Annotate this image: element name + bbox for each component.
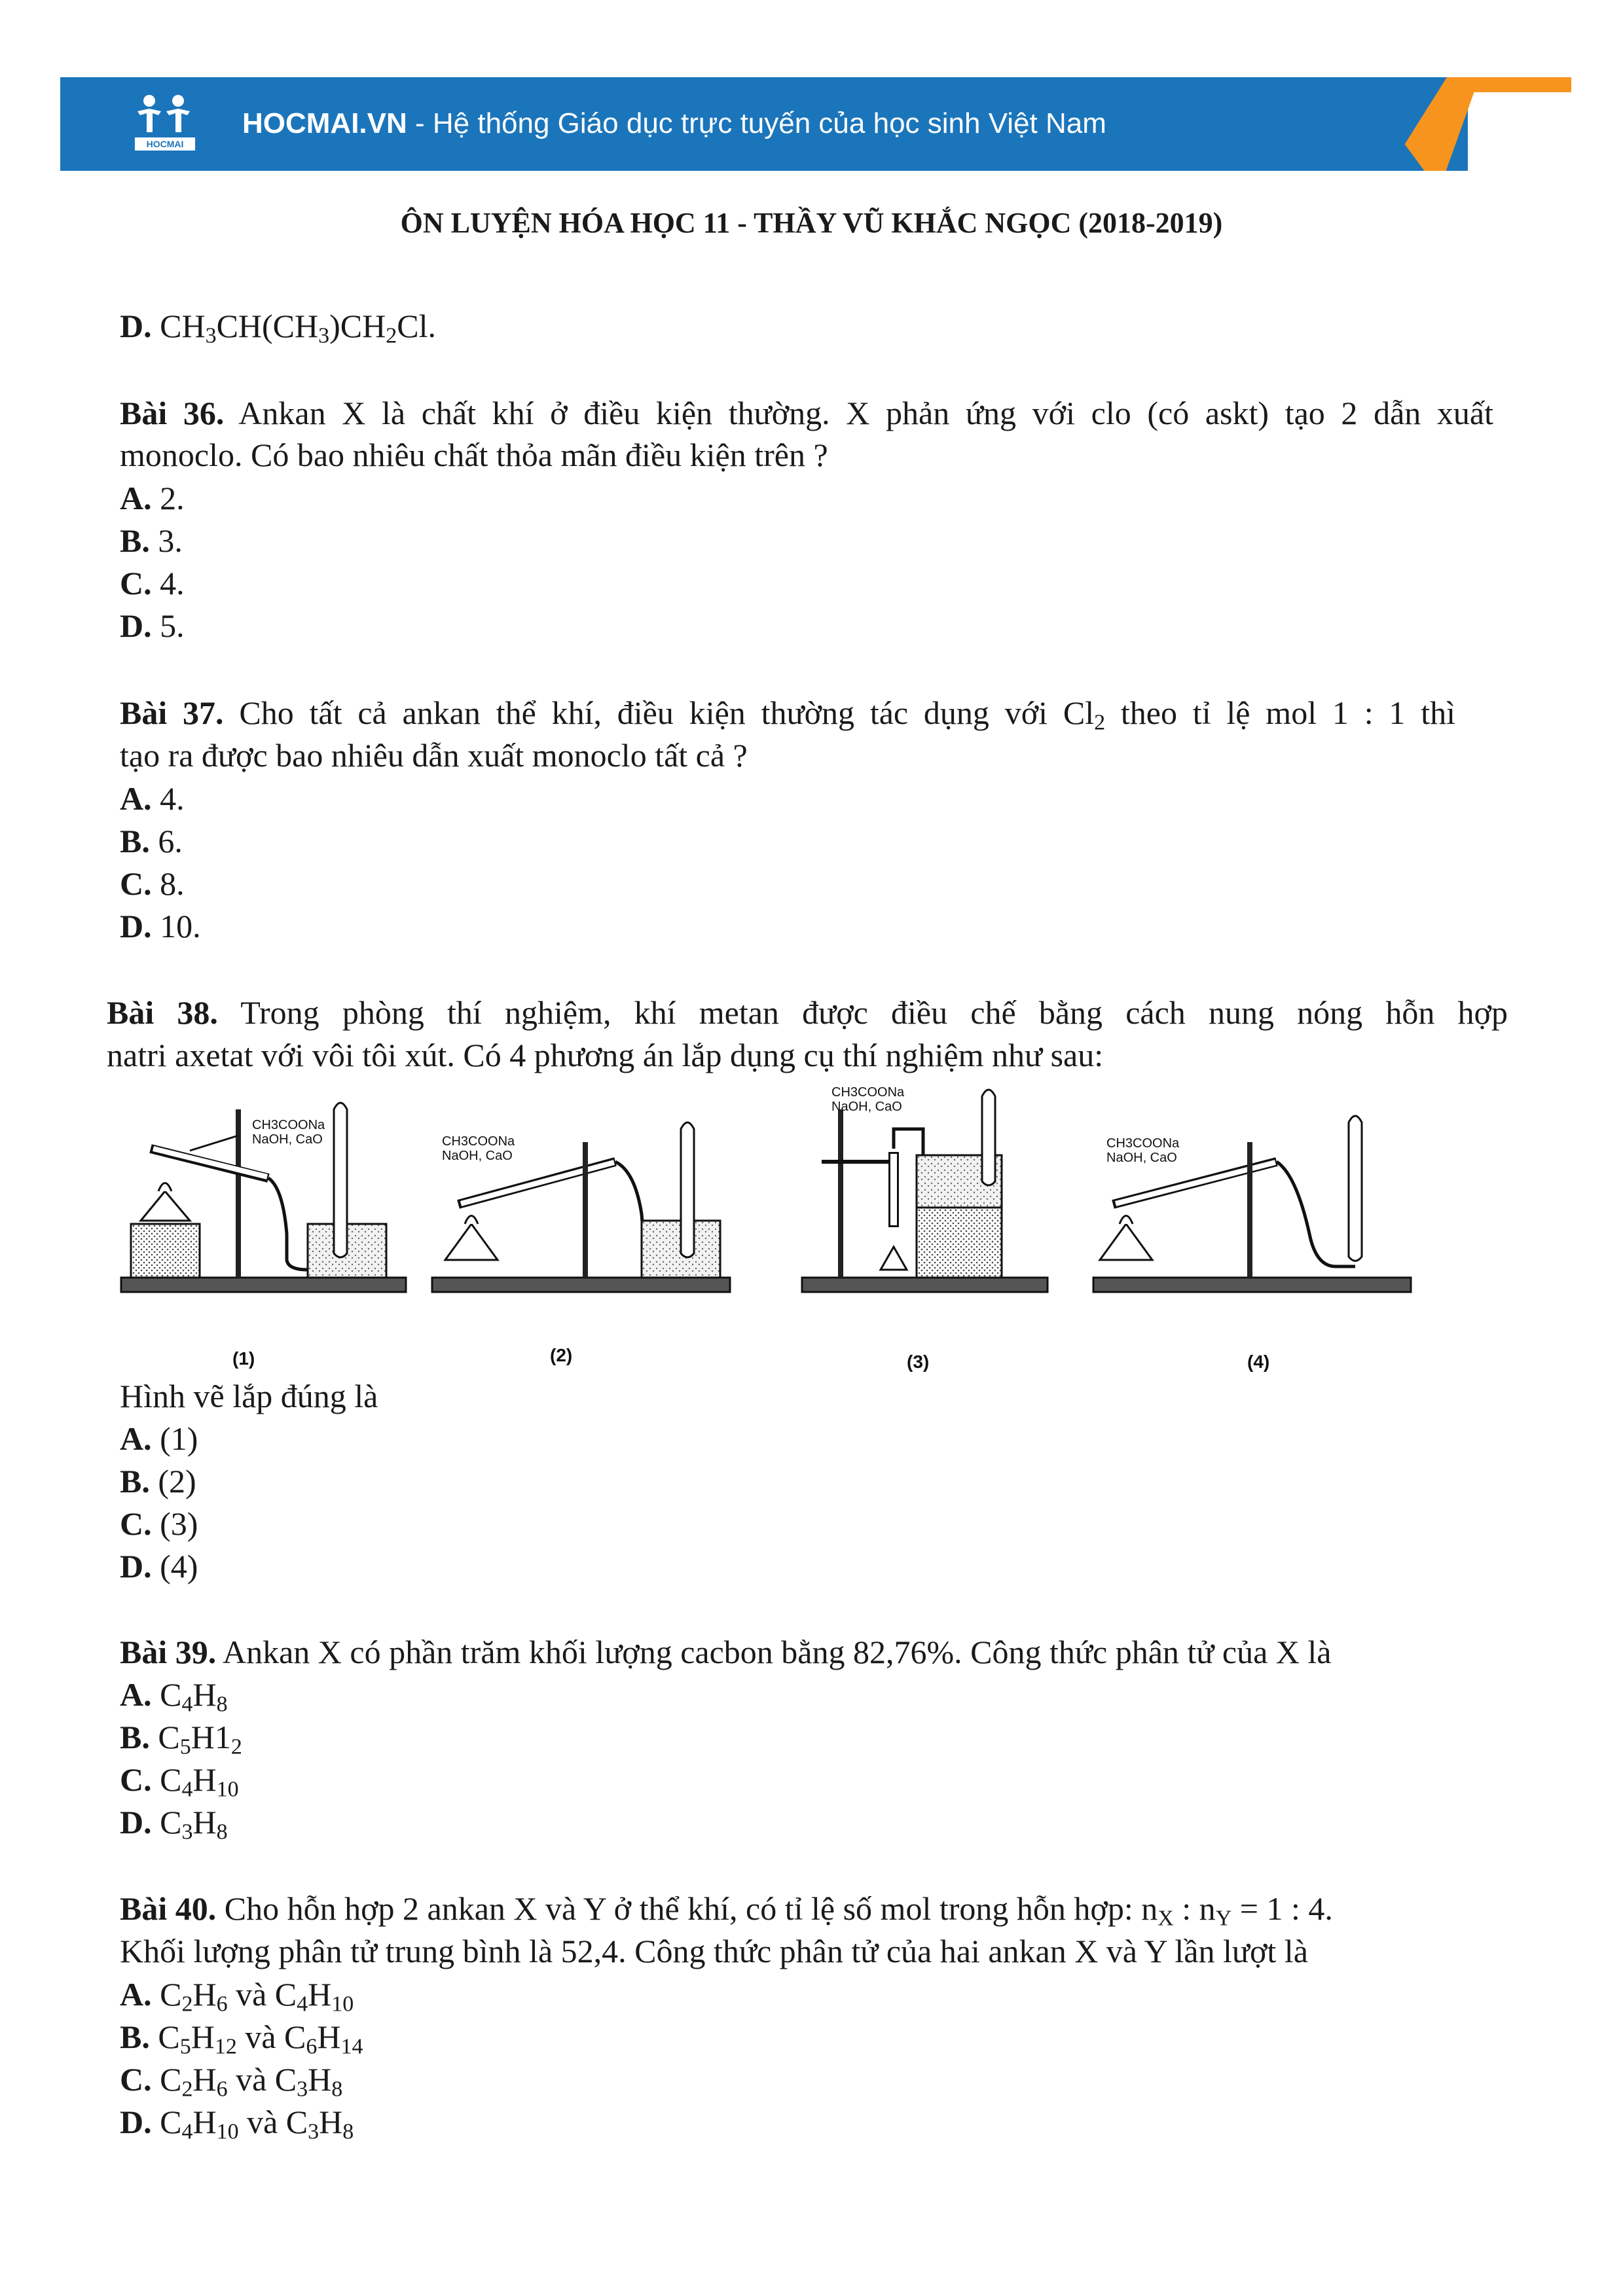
q38-stem-line2: natri axetat với vôi tôi xút. Có 4 phương án lắp dụng cụ thí nghiệm như sau: (107, 1037, 1104, 1073)
setup-2 (432, 1122, 730, 1365)
logo-text: HOCMAI (146, 139, 184, 149)
header-brand-line (242, 107, 1106, 140)
apparatus-figure (111, 1083, 1427, 1381)
svg-text:CH3COONa: CH3COONa (1106, 1136, 1180, 1151)
q38-stem-line1: Bài 38. Trong phòng thí nghiệm, khí metan được điều chế bằng cách nung nóng hỗn hợp (107, 994, 1508, 1031)
setup-4 (1093, 1116, 1411, 1372)
prev-option-d: D. $CH_3CH(CH_3)CH_2Cl$. (120, 308, 437, 348)
q40-option-a: A. $C_2H_6$ và $C_4H_{10}$ (120, 1976, 354, 2017)
q37-option-a: A. 4. (120, 780, 185, 817)
q36-option-c: C. 4. (120, 565, 185, 601)
q36-option-b: B. 3. (120, 522, 183, 559)
q36-stem-line2: monoclo. Có bao nhiêu chất thỏa mãn điều kiện trên ? (120, 437, 828, 473)
q39-option-b: B. $C_5H1_2$ (120, 1719, 242, 1759)
q40-stem-line1: Bài 40. Cho hỗn hợp 2 ankan X và Y ở thể khí, có tỉ lệ số mol trong hỗn hợp: $n_X$ : $n_Y = 1$ : 4. (120, 1890, 1333, 1931)
setup-3 (802, 1085, 1048, 1372)
q37-option-b: B. 6. (120, 823, 183, 859)
svg-text:NaOH, CaO: NaOH, CaO (831, 1100, 902, 1114)
q36-option-d: D. 5. (120, 607, 185, 644)
caption-1: (1) (232, 1348, 255, 1369)
q38-prompt: Hình vẽ lắp đúng là (120, 1378, 378, 1414)
brand-tagline: - Hệ thống Giáo dục trực tuyến của học sinh Việt Nam (407, 107, 1106, 139)
q40-option-c: C. $C_2H_6$ và $C_3H_8$ (120, 2061, 343, 2102)
svg-text:NaOH, CaO: NaOH, CaO (442, 1149, 513, 1163)
q38-option-c: C. (3) (120, 1505, 198, 1542)
q39-option-d: D. $C_3H_8$ (120, 1804, 228, 1844)
svg-text:CH3COONa: CH3COONa (442, 1134, 515, 1149)
q38-option-d: D. (4) (120, 1548, 198, 1585)
course-title: ÔN LUYỆN HÓA HỌC 11 - THẦY VŨ KHẮC NGỌC (2018-2019) (400, 207, 1223, 239)
caption-2: (2) (550, 1345, 573, 1365)
q40-option-d: D. $C_4H_{10}$ và $C_3H_8$ (120, 2104, 354, 2144)
svg-text:CH3COONa: CH3COONa (252, 1118, 325, 1132)
setup-1 (121, 1103, 406, 1369)
q38-option-b: B. (2) (120, 1463, 196, 1499)
q37-stem-line1: Bài 37. Cho tất cả ankan thể khí, điều kiện thường tác dụng với $Cl_2$ theo tỉ lệ mol 1 : 1 thì (120, 694, 1455, 735)
q40-option-b: B. $C_5H_{12}$ và $C_6H_{14}$ (120, 2018, 363, 2059)
caption-4: (4) (1247, 1352, 1270, 1372)
svg-text:CH3COONa: CH3COONa (831, 1085, 905, 1100)
q39-stem: Bài 39. Ankan X có phần trăm khối lượng cacbon bằng 82,76%. Công thức phân tử của X là (120, 1634, 1332, 1670)
q39-option-a: A. $C_4H_8$ (120, 1676, 228, 1717)
q37-option-c: C. 8. (120, 865, 185, 902)
q40-stem-line2: Khối lượng phân tử trung bình là 52,4. Công thức phân tử của hai ankan X và Y lần lượt là (120, 1933, 1308, 1969)
svg-text:NaOH, CaO: NaOH, CaO (1106, 1151, 1177, 1165)
hocmai-logo-icon (131, 92, 203, 157)
q36-stem-line1: Bài 36. Ankan X là chất khí ở điều kiện thường. X phản ứng với clo (có askt) tạo 2 dẫn xuất (120, 395, 1493, 431)
q39-option-c: C. $C_4H_{10}$ (120, 1761, 239, 1802)
brand-name: HOCMAI.VN (242, 107, 407, 139)
q36-option-a: A. 2. (120, 480, 185, 516)
q37-stem-line2: tạo ra được bao nhiêu dẫn xuất monoclo tất cả ? (120, 737, 748, 774)
svg-text:NaOH, CaO: NaOH, CaO (252, 1132, 323, 1147)
caption-3: (3) (907, 1352, 930, 1372)
q37-option-d: D. 10. (120, 908, 201, 944)
q38-option-a: A. (1) (120, 1420, 198, 1457)
